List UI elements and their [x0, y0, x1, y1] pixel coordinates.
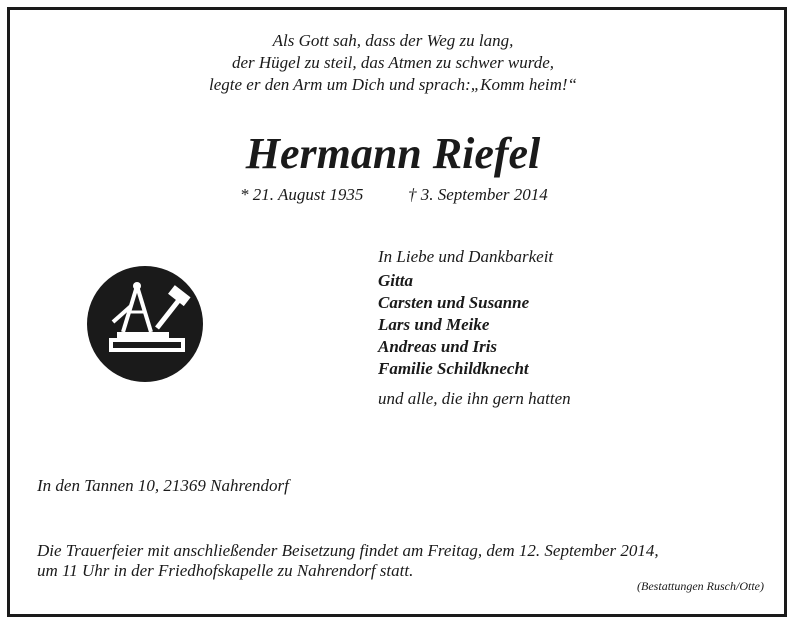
deceased-name: Hermann Riefel	[245, 129, 541, 178]
birth-date: * 21. August 1935	[240, 185, 364, 204]
funeral-notice	[37, 541, 659, 581]
poem-line: legte er den Arm um Dich und sprach:„Komm heim!“	[209, 75, 577, 94]
poem-line: Als Gott sah, dass der Weg zu lang,	[272, 31, 514, 50]
notice-line: Die Trauerfeier mit anschließender Beisetzung findet am Freitag, dem 12. September 2014,	[37, 541, 659, 560]
family-member: Lars und Meike	[378, 315, 490, 334]
family-outro: und alle, die ihn gern hatten	[378, 389, 571, 408]
poem-line: der Hügel zu steil, das Atmen zu schwer wurde,	[231, 53, 555, 72]
poem	[0, 30, 786, 96]
family-member: Carsten und Susanne	[378, 293, 530, 312]
family-intro: In Liebe und Dankbarkeit	[378, 247, 554, 266]
address: In den Tannen 10, 21369 Nahrendorf	[37, 476, 289, 495]
family-member: Andreas und Iris	[378, 337, 498, 356]
death-date: † 3. September 2014	[408, 185, 548, 204]
undertaker-credit: (Bestattungen Rusch/Otte)	[637, 579, 764, 593]
notice-line: um 11 Uhr in der Friedhofskapelle zu Nahrendorf statt.	[37, 561, 414, 580]
family-member: Familie Schildknecht	[378, 359, 529, 378]
family-member: Gitta	[378, 271, 413, 290]
carpenter-tools-icon	[87, 266, 203, 382]
family-block	[378, 246, 571, 410]
